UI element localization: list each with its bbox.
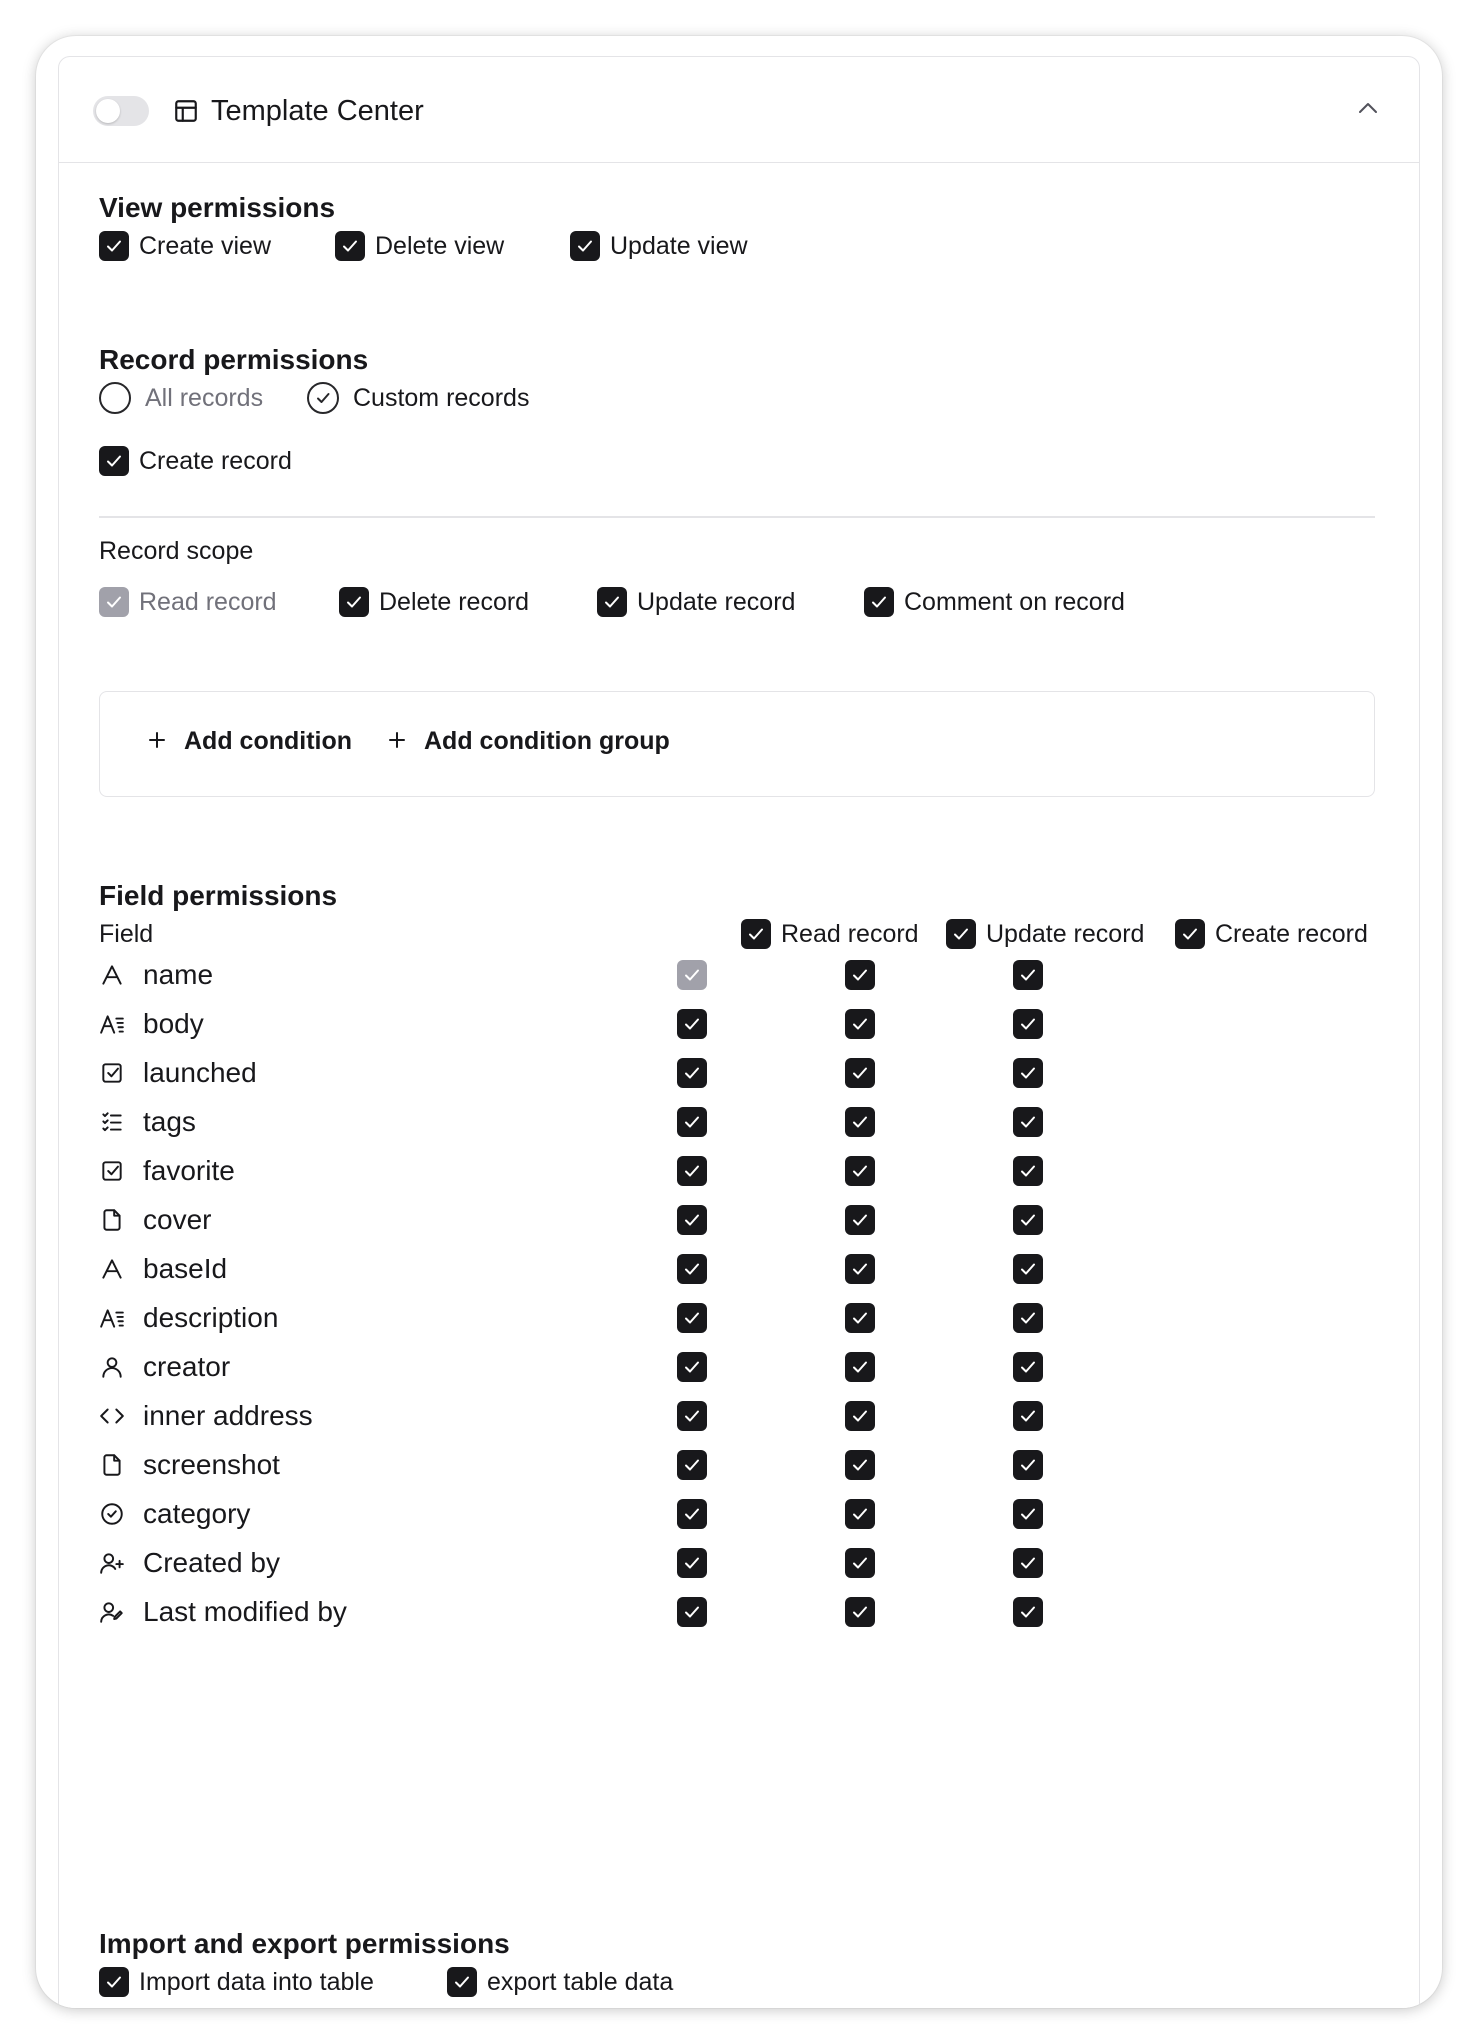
checkbox-icon (99, 1158, 125, 1184)
divider (99, 516, 1375, 518)
update-permission-checkbox[interactable] (845, 1156, 875, 1186)
field-row (99, 1543, 1375, 1583)
read-permission-checkbox[interactable] (677, 1499, 707, 1529)
read-permission-checkbox[interactable] (677, 1450, 707, 1480)
field-name: cover (143, 1204, 212, 1235)
update-record-checkbox[interactable] (597, 587, 795, 617)
option-label: All records (145, 384, 264, 412)
read-permission-checkbox[interactable] (677, 1058, 707, 1088)
checkbox-icon (99, 1060, 125, 1086)
create-permission-checkbox[interactable] (1013, 1254, 1043, 1284)
read-permission-checkbox[interactable] (677, 1205, 707, 1235)
list-icon (99, 1109, 125, 1135)
field-row (99, 1445, 1375, 1485)
read-record-checkbox (99, 587, 277, 617)
update-permission-checkbox[interactable] (845, 1009, 875, 1039)
plus-icon (148, 726, 166, 756)
update-view-checkbox[interactable] (570, 231, 748, 261)
create-record-checkbox[interactable] (99, 446, 292, 476)
checkbox-checked-icon[interactable] (570, 231, 600, 261)
option-label: Import data into table (139, 1968, 374, 1996)
option-label: Create record (139, 447, 292, 475)
circle-check-icon (99, 1501, 125, 1527)
field-name: description (143, 1302, 279, 1333)
field-column-header: Field (99, 920, 154, 948)
update-permission-checkbox[interactable] (845, 1352, 875, 1382)
field-name: Created by (143, 1547, 280, 1578)
update-permission-checkbox[interactable] (845, 1107, 875, 1137)
create-permission-checkbox[interactable] (1013, 1156, 1043, 1186)
user-icon (99, 1354, 125, 1380)
add-condition-button[interactable] (148, 726, 352, 756)
column-read-record-checkbox[interactable] (741, 919, 919, 949)
field-row (99, 1200, 1375, 1240)
create-permission-checkbox[interactable] (1013, 1352, 1043, 1382)
create-permission-checkbox[interactable] (1013, 1401, 1043, 1431)
field-name: favorite (143, 1155, 235, 1186)
field-name: inner address (143, 1400, 313, 1431)
create-permission-checkbox[interactable] (1013, 1303, 1043, 1333)
chevron-up-icon[interactable] (1357, 101, 1379, 120)
text-icon (99, 1256, 125, 1282)
option-label: Update record (637, 588, 796, 616)
update-permission-checkbox[interactable] (845, 1499, 875, 1529)
dialog-frame (36, 36, 1442, 2008)
field-row (99, 1396, 1375, 1436)
checkbox-checked-icon[interactable] (99, 231, 129, 261)
option-label: Custom records (353, 384, 530, 412)
file-icon (99, 1452, 125, 1478)
create-permission-checkbox[interactable] (1013, 1548, 1043, 1578)
checkbox-checked-disabled-icon (99, 587, 129, 617)
view-permissions-title: View permissions (99, 192, 336, 223)
add-condition-group-label: Add condition group (424, 727, 670, 755)
user-edit-icon (99, 1599, 125, 1625)
update-permission-checkbox[interactable] (845, 1450, 875, 1480)
update-permission-checkbox[interactable] (845, 1058, 875, 1088)
record-scope-title: Record scope (99, 537, 254, 565)
create-permission-checkbox[interactable] (1013, 1450, 1043, 1480)
read-permission-checkbox (677, 960, 707, 990)
create-permission-checkbox[interactable] (1013, 960, 1043, 990)
field-row (99, 1494, 1375, 1534)
read-permission-checkbox[interactable] (677, 1009, 707, 1039)
radio-checked-icon[interactable] (307, 382, 339, 414)
field-row (99, 1004, 1375, 1044)
option-label: Create view (139, 232, 271, 260)
option-label: Delete record (379, 588, 530, 616)
column-create-record-checkbox[interactable] (1175, 919, 1368, 949)
update-permission-checkbox[interactable] (845, 1597, 875, 1627)
read-permission-checkbox[interactable] (677, 1156, 707, 1186)
create-permission-checkbox[interactable] (1013, 1009, 1043, 1039)
field-row (99, 1347, 1375, 1387)
checkbox-checked-icon[interactable] (99, 1967, 129, 1997)
create-view-checkbox[interactable] (99, 231, 271, 261)
update-permission-checkbox[interactable] (845, 960, 875, 990)
option-label: export table data (487, 1968, 674, 1996)
import-data-checkbox[interactable] (99, 1967, 374, 1997)
field-row (99, 1053, 1375, 1093)
checkbox-checked-icon[interactable] (339, 587, 369, 617)
condition-box (99, 691, 1375, 797)
column-label: Read record (781, 920, 919, 948)
card-header[interactable] (59, 57, 1419, 163)
field-name: creator (143, 1351, 231, 1382)
field-name: baseId (143, 1253, 228, 1284)
long-text-icon (99, 1305, 125, 1331)
option-label: Update view (610, 232, 748, 260)
update-permission-checkbox[interactable] (845, 1401, 875, 1431)
update-permission-checkbox[interactable] (845, 1303, 875, 1333)
read-permission-checkbox[interactable] (677, 1107, 707, 1137)
checkbox-checked-icon[interactable] (597, 587, 627, 617)
read-permission-checkbox[interactable] (677, 1597, 707, 1627)
code-icon (99, 1403, 125, 1429)
update-permission-checkbox[interactable] (845, 1548, 875, 1578)
custom-records-radio[interactable] (307, 382, 529, 414)
create-permission-checkbox[interactable] (1013, 1597, 1043, 1627)
column-update-record-checkbox[interactable] (946, 919, 1144, 949)
add-condition-label: Add condition (184, 727, 353, 755)
checkbox-checked-icon[interactable] (335, 231, 365, 261)
delete-record-checkbox[interactable] (339, 587, 529, 617)
column-label: Update record (986, 920, 1145, 948)
plus-icon (388, 726, 406, 756)
field-row (99, 1151, 1375, 1191)
create-permission-checkbox[interactable] (1013, 1058, 1043, 1088)
read-permission-checkbox[interactable] (677, 1303, 707, 1333)
checkbox-checked-icon[interactable] (447, 1967, 477, 1997)
record-permissions-title: Record permissions (99, 344, 369, 375)
field-permissions-title: Field permissions (99, 880, 338, 911)
read-permission-checkbox[interactable] (677, 1548, 707, 1578)
create-permission-checkbox[interactable] (1013, 1205, 1043, 1235)
radio-empty-icon[interactable] (99, 382, 131, 414)
delete-view-checkbox[interactable] (335, 231, 504, 261)
field-row (99, 1249, 1375, 1289)
option-label: Read record (139, 588, 277, 616)
field-row (99, 1102, 1375, 1142)
table-title: Template Center (211, 95, 424, 127)
file-icon (99, 1207, 125, 1233)
checkbox-checked-icon[interactable] (946, 919, 976, 949)
field-name: name (143, 959, 214, 990)
long-text-icon (99, 1011, 125, 1037)
option-label: Comment on record (904, 588, 1125, 616)
checkbox-checked-icon[interactable] (99, 446, 129, 476)
checkbox-checked-icon[interactable] (864, 587, 894, 617)
text-icon (99, 962, 125, 988)
field-name: Last modified by (143, 1596, 347, 1627)
field-row (99, 955, 1375, 995)
field-name: body (143, 1008, 204, 1039)
field-name: tags (143, 1106, 196, 1137)
user-plus-icon (99, 1550, 125, 1576)
field-row (99, 1592, 1375, 1632)
create-permission-checkbox[interactable] (1013, 1107, 1043, 1137)
read-permission-checkbox[interactable] (677, 1352, 707, 1382)
checkbox-checked-icon[interactable] (741, 919, 771, 949)
field-name: launched (143, 1057, 257, 1088)
checkbox-checked-icon[interactable] (1175, 919, 1205, 949)
export-data-checkbox[interactable] (447, 1967, 673, 1997)
all-records-radio[interactable] (99, 382, 263, 414)
field-row (99, 1298, 1375, 1338)
read-permission-checkbox[interactable] (677, 1254, 707, 1284)
column-label: Create record (1215, 920, 1368, 948)
table-icon (173, 98, 199, 129)
field-name: screenshot (143, 1449, 280, 1480)
create-permission-checkbox[interactable] (1013, 1499, 1043, 1529)
import-export-title: Import and export permissions (99, 1928, 510, 1959)
option-label: Delete view (375, 232, 505, 260)
update-permission-checkbox[interactable] (845, 1205, 875, 1235)
update-permission-checkbox[interactable] (845, 1254, 875, 1284)
permission-card (58, 56, 1420, 2008)
add-condition-group-button[interactable] (388, 726, 670, 756)
enable-toggle[interactable] (93, 96, 149, 126)
read-permission-checkbox[interactable] (677, 1401, 707, 1431)
comment-record-checkbox[interactable] (864, 587, 1125, 617)
field-name: category (143, 1498, 251, 1529)
